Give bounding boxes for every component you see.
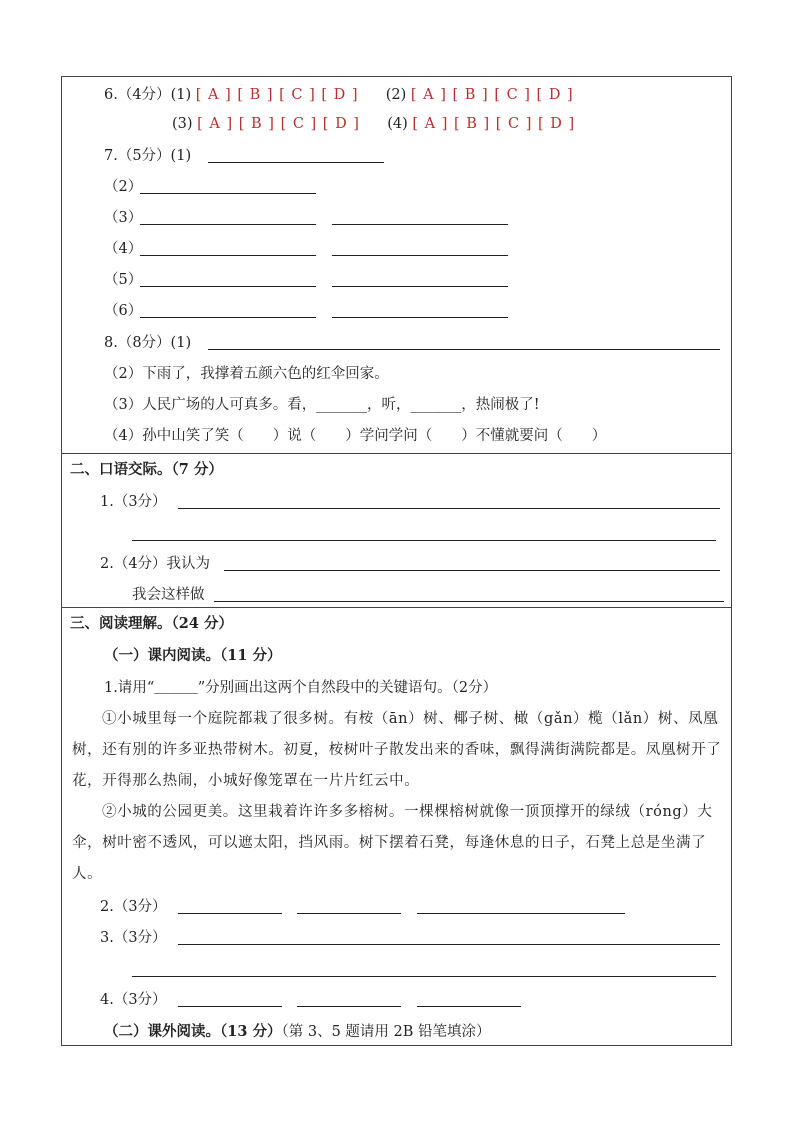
sec3-q1: 1.请用“＿＿＿”分别画出这两个自然段中的关键语句。（2分） [104, 680, 498, 696]
q6-label: 6.（4分） [104, 87, 171, 103]
q7-2-blank[interactable] [140, 193, 316, 194]
sec3-q3-blank-a[interactable] [178, 944, 720, 945]
q7-label: 7.（5分）(1) [104, 148, 192, 164]
q6-2-num: (2) [385, 87, 407, 103]
q7-4-blank-a[interactable] [140, 255, 316, 256]
sec3-sub2-title: （二）课外阅读。（13 分） [104, 1023, 282, 1040]
q7-2-label: （2） [104, 179, 143, 195]
q6-2-options[interactable]: [ A ] [ B ] [ C ] [ D ] [410, 87, 574, 103]
sec3-title: 三、阅读理解。（24 分） [70, 615, 233, 632]
q6-3-num: (3) [172, 116, 193, 132]
q6-3-options[interactable]: [ A ] [ B ] [ C ] [ D ] [197, 116, 360, 132]
section-reading [62, 607, 731, 1045]
q7-4-label: （4） [104, 241, 143, 257]
answer-sheet [61, 76, 732, 1046]
q7-5-blank-b[interactable] [332, 286, 508, 287]
sec2-q2b-blank[interactable] [214, 601, 724, 602]
sec3-q4-blank-c[interactable] [417, 1006, 521, 1007]
passage-paragraph-1: ①小城里每一个庭院都栽了很多树。有桉（ān）树、椰子树、橄（gǎn）榄（lǎn）树、凤凰树，还有别的许多亚热带树木。初夏，桉树叶子散发出来的香味，飘得满街满院都是。凤凰树开了花，开得那么热闹，小城好像笼罩在一片片红云中。 [72, 711, 722, 789]
sec3-q4-blank-a[interactable] [178, 1006, 282, 1007]
section-oral [62, 453, 731, 607]
sec3-q2-label: 2.（3分） [100, 899, 167, 915]
q7-6-label: （6） [104, 303, 143, 319]
q7-1-blank[interactable] [208, 162, 384, 163]
passage-paragraph-2: ②小城的公园更美。这里栽着许许多多榕树。一棵棵榕树就像一顶顶撑开的绿绒（róng）大伞，树叶密不透风，可以遮太阳，挡风雨。树下摆着石凳，每逢休息的日子，石凳上总是坐满了人。 [72, 804, 713, 882]
q7-6-blank-a[interactable] [140, 317, 316, 318]
q7-4-blank-b[interactable] [332, 255, 508, 256]
sec3-q3-blank-b[interactable] [132, 976, 716, 977]
section-basic [62, 77, 731, 453]
q8-1-blank[interactable] [208, 349, 720, 350]
sec3-q2-blank-b[interactable] [297, 913, 401, 914]
sec3-q2-blank-a[interactable] [178, 913, 282, 914]
sec2-q1-blank-a[interactable] [178, 508, 720, 509]
sec3-q2-blank-c[interactable] [417, 913, 625, 914]
q6-1-options[interactable]: [ A ] [ B ] [ C ] [ D ] [195, 87, 359, 103]
q7-3-blank-b[interactable] [332, 224, 508, 225]
sec2-q2-blank[interactable] [224, 570, 720, 571]
q7-3-blank-a[interactable] [140, 224, 316, 225]
q6-4-num: (4) [387, 116, 408, 132]
sec3-q4-label: 4.（3分） [100, 992, 167, 1008]
sec3-q3-label: 3.（3分） [100, 930, 167, 946]
sec3-sub2-note: （第 3、5 题请用 2B 铅笔填涂） [281, 1024, 491, 1040]
q8-item-4: （4）孙中山笑了笑（ ）说（ ）学问学问（ ）不懂就要问（ ） [104, 428, 607, 444]
q8-item-3: （3）人民广场的人可真多。看，_______，听，_______，热闹极了! [104, 397, 540, 413]
q6-4-options[interactable]: [ A ] [ B ] [ C ] [ D ] [412, 116, 576, 132]
q7-5-blank-a[interactable] [140, 286, 316, 287]
q6-row1 [104, 85, 574, 105]
sec3-sub1: （一）课内阅读。（11 分） [104, 647, 282, 664]
sec2-q2-label: 2.（4分）我认为 [100, 556, 211, 572]
q7-3-label: （3） [104, 210, 143, 226]
sec2-q1-blank-b[interactable] [132, 540, 716, 541]
q6-row2 [172, 114, 575, 134]
q6-1-num: (1) [170, 87, 192, 103]
sec3-q4-blank-b[interactable] [297, 1006, 401, 1007]
sec2-q2b-label: 我会这样做 [132, 587, 205, 603]
sec2-title: 二、口语交际。（7 分） [70, 461, 223, 478]
q8-item-2: （2）下雨了，我撑着五颜六色的红伞回家。 [104, 366, 389, 382]
q7-5-label: （5） [104, 272, 143, 288]
sec2-q1-label: 1.（3分） [100, 494, 167, 510]
q8-label: 8.（8分）(1) [104, 335, 192, 351]
sec3-sub2 [104, 1022, 491, 1042]
q7-6-blank-b[interactable] [332, 317, 508, 318]
